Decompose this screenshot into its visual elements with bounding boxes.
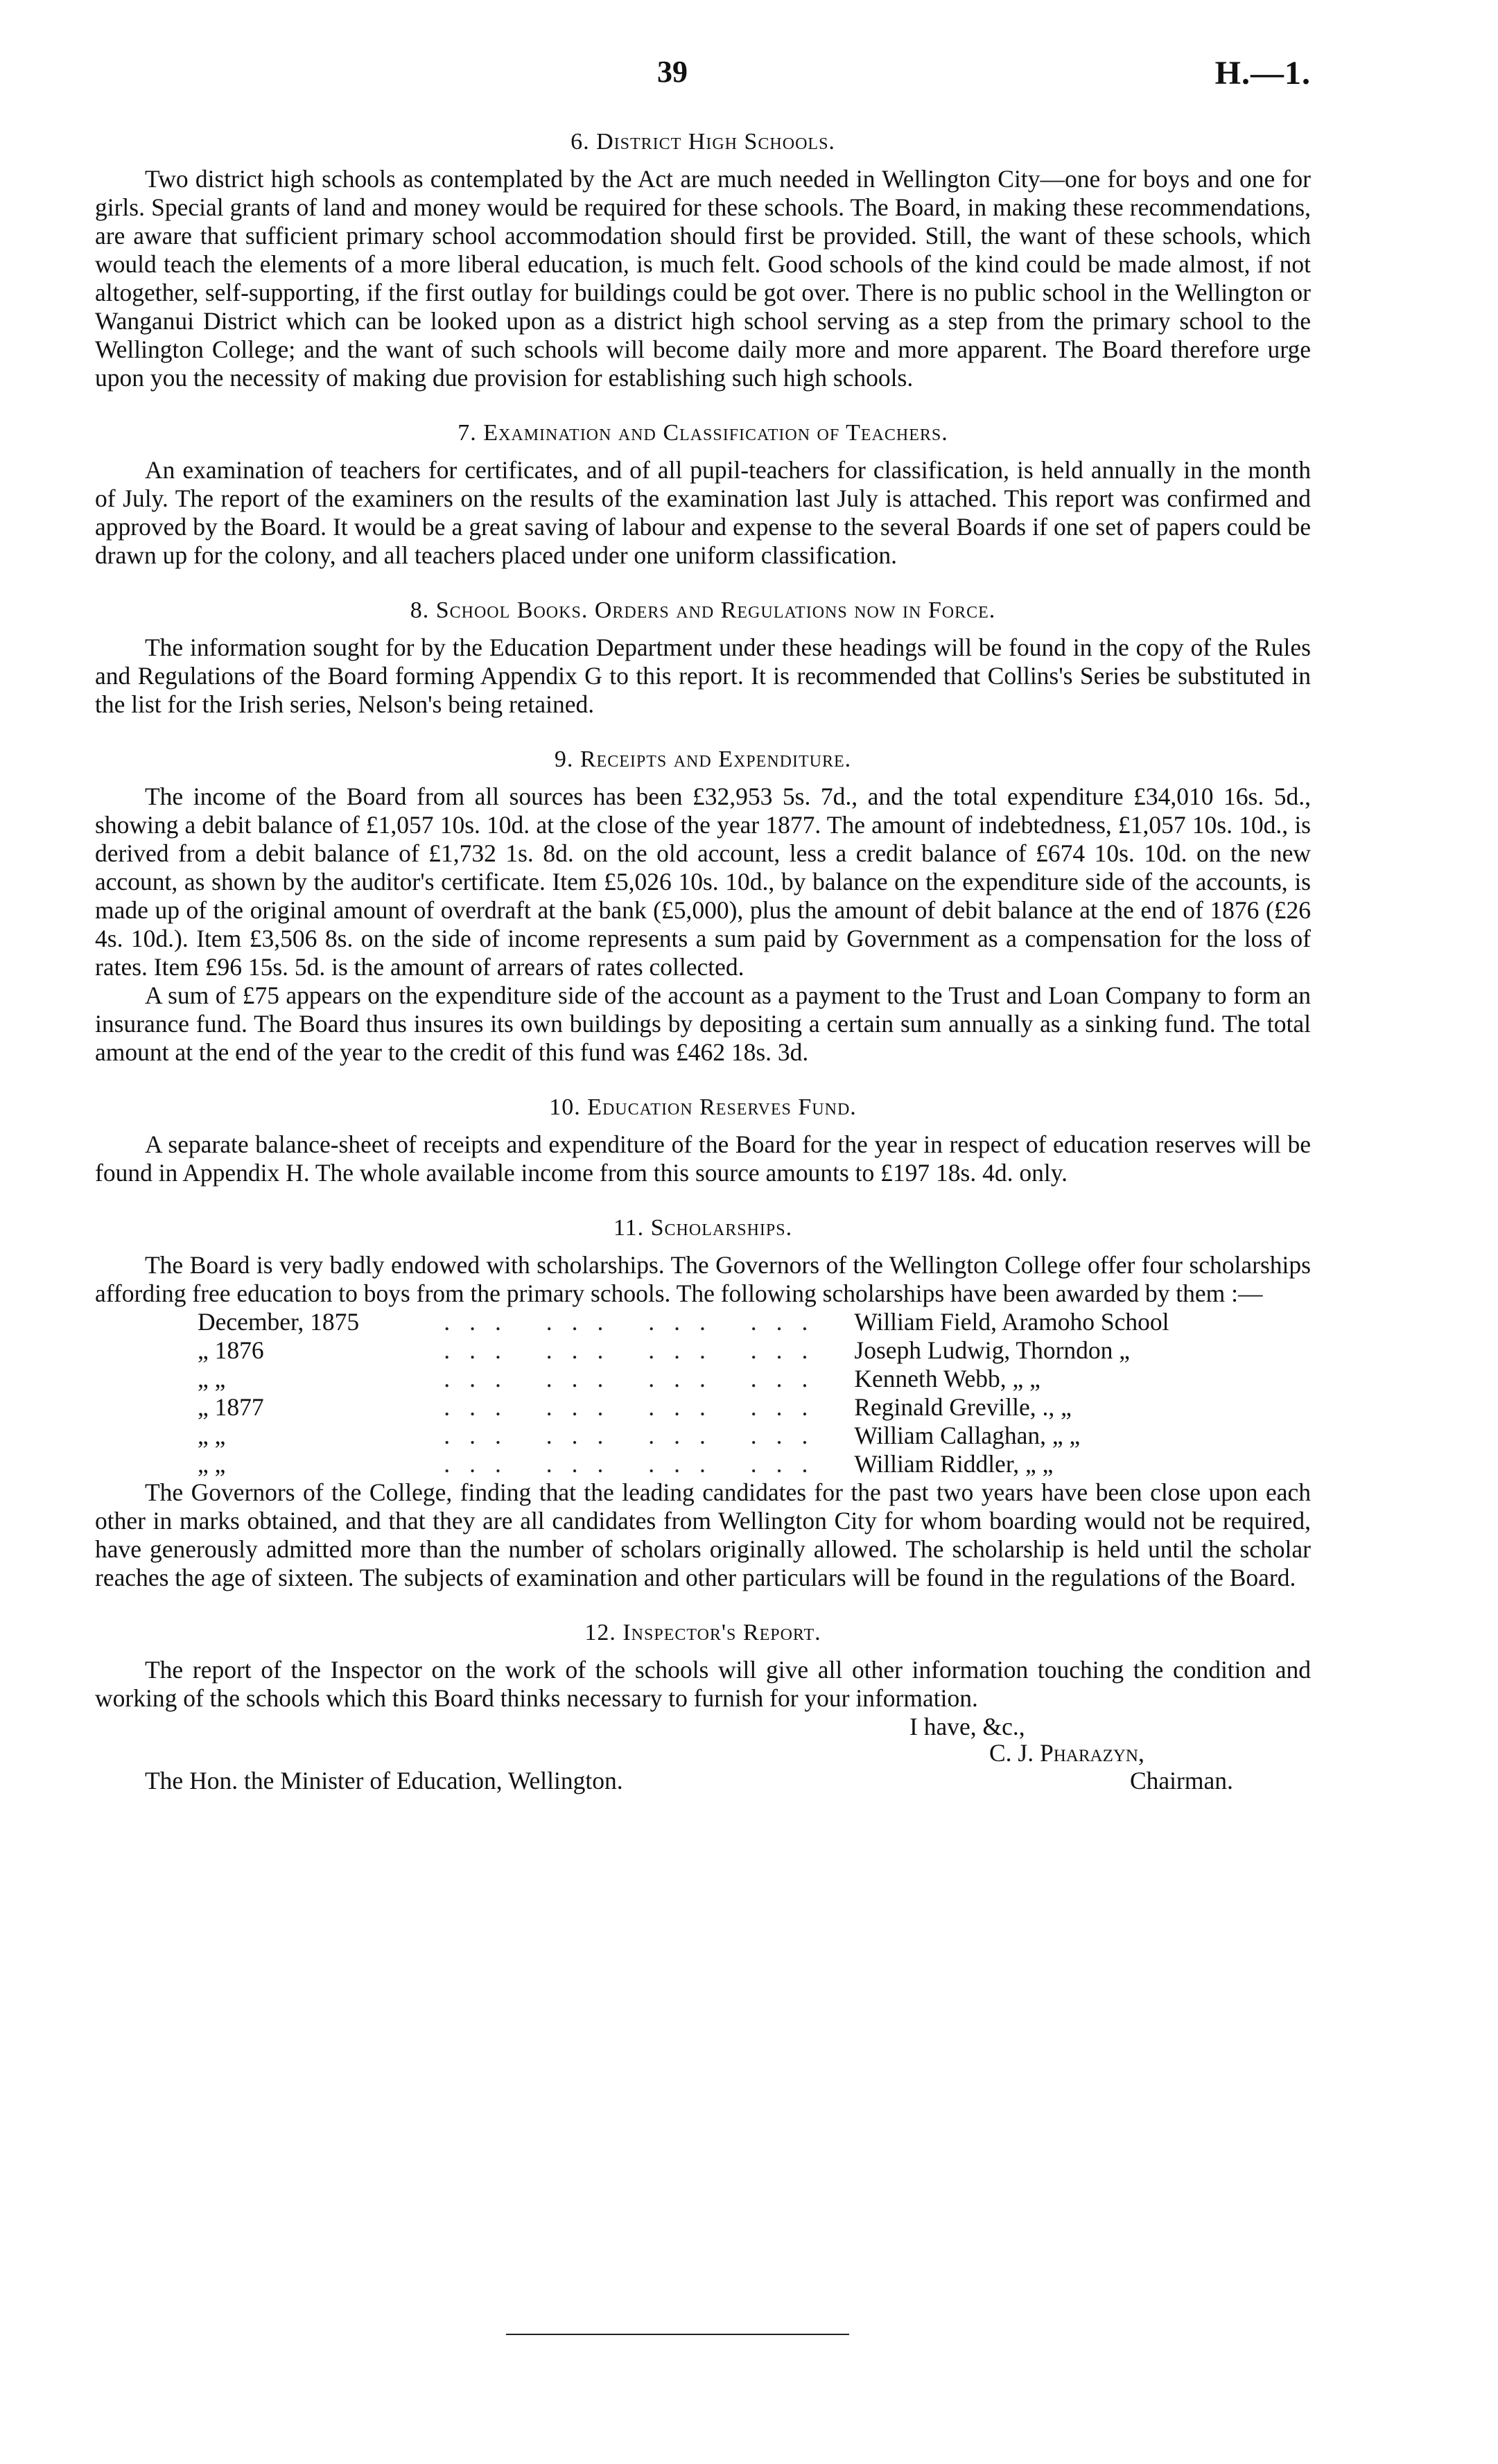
table-row	[95, 1422, 1311, 1450]
section-school-books	[95, 597, 1311, 719]
scholar-name: Reginald Greville, ., „	[854, 1393, 1072, 1421]
section-paragraph: The Governors of the College, finding that the leading candidates for the past two years have been close upon each other in marks obtained, and that they are all candidates from Wellington City for whom boarding would not be required, have generously admitted more than the number of scholars originally allowed. The scholarship is held until the scholar reaches the age of sixteen. The subjects of examination and other particulars will be found in the regulations of the Board.	[95, 1478, 1311, 1591]
section-heading: 8. School Books. Orders and Regulations now in Force.	[410, 597, 996, 623]
table-row	[95, 1450, 1311, 1478]
addressee-line: The Hon. the Minister of Education, Wellington.	[145, 1767, 623, 1794]
table-row	[95, 1308, 1311, 1336]
section-paragraph: Two district high schools as contemplated by the Act are much needed in Wellington City—one for boys and one for girls. Special grants of land and money would be required for these schools. The Board, in making these recommendations, are aware that sufficient primary school accommodation should first be provided. Still, the want of these schools, which would teach the elements of a more liberal education, is much felt. Good schools of the kind could be made almost, if not altogether, self-supporting, if the first outlay for buildings could be got over. There is no public school in the Wellington or Wanganui District which can be looked upon as a district high school serving as a step from the primary school to the Wellington College; and the want of such schools will become daily more and more apparent. The Board therefore urge upon you the necessity of making due provision for establishing such high schools.	[95, 165, 1311, 392]
section-reserves	[95, 1094, 1311, 1187]
section-heading: 12. Inspector's Report.	[584, 1620, 821, 1645]
scholar-name: William Callaghan, „ „	[854, 1422, 1081, 1449]
leader-dots: ... ... ... ...	[444, 1450, 828, 1478]
section-heading: 9. Receipts and Expenditure.	[554, 746, 852, 772]
award-date: „ „	[198, 1365, 226, 1392]
page-header	[0, 54, 1498, 103]
closing-divider	[506, 2334, 849, 2335]
leader-dots: ... ... ... ...	[444, 1336, 828, 1364]
section-receipts	[95, 746, 1311, 1067]
section-scholarships	[95, 1215, 1311, 1592]
award-date: „ „	[198, 1422, 226, 1449]
section-paragraph: The information sought for by the Education Department under these headings will be found in the copy of the Rules and Regulations of the Board forming Appendix G to this report. It is recommended that Collins's Series be substituted in the list for the Irish series, Nelson's being retained.	[95, 634, 1311, 718]
leader-dots: ... ... ... ...	[444, 1422, 828, 1449]
signatory-text: C. J. Pharazyn,	[989, 1739, 1144, 1767]
section-heading: 7. Examination and Classification of Teachers.	[458, 420, 948, 446]
closing-line: I have, &c.,	[909, 1713, 1025, 1740]
award-date: „ 1876	[198, 1336, 264, 1364]
document-reference: H.—1.	[1214, 55, 1311, 91]
table-row	[95, 1393, 1311, 1422]
document-body	[95, 129, 1311, 1837]
section-paragraph: A sum of £75 appears on the expenditure side of the account as a payment to the Trust and Loan Company to form an insurance fund. The Board thus insures its own buildings by depositing a certain sum annually as a sinking fund. The total amount at the end of the year to the credit of this fund was £462 18s. 3d.	[95, 981, 1311, 1066]
award-date: „ „	[198, 1450, 226, 1478]
page-number: 39	[657, 55, 688, 89]
section-inspector	[95, 1620, 1311, 1713]
section-heading: 6. District High Schools.	[571, 129, 835, 155]
section-examination	[95, 420, 1311, 570]
section-district-high-schools	[95, 129, 1311, 392]
section-paragraph: The income of the Board from all sources has been £32,953 5s. 7d., and the total expenditure £34,010 16s. 5d., showing a debit balance of £1,057 10s. 10d. at the close of the year 1877. The amount of indebtedness, £1,057 10s. 10d., is derived from a debit balance of £1,732 1s. 8d. on the old account, less a credit balance of £674 10s. 10d. on the new account, as shown by the auditor's certificate. Item £5,026 10s. 10d., by balance on the expenditure side of the accounts, is made up of the original amount of overdraft at the bank (£5,000), plus the amount of debit balance at the end of 1876 (£26 4s. 10d.). Item £3,506 8s. on the side of income represents a sum paid by Government as a compensation for the loss of rates. Item £96 15s. 5d. is the amount of arrears of rates collected.	[95, 783, 1311, 981]
section-paragraph: The report of the Inspector on the work of the schools will give all other information touching the condition and working of the schools which this Board thinks necessary to furnish for your information.	[95, 1656, 1311, 1712]
table-row	[95, 1336, 1311, 1365]
scholar-name: Kenneth Webb, „ „	[854, 1365, 1040, 1392]
scholarship-list	[95, 1308, 1311, 1478]
leader-dots: ... ... ... ...	[444, 1393, 828, 1421]
section-paragraph: An examination of teachers for certificates, and of all pupil-teachers for classification, is held annually in the month of July. The report of the examiners on the results of the examination last July is attached. This report was confirmed and approved by the Board. It would be a great saving of labour and expense to the several Boards if one set of papers could be drawn up for the colony, and all teachers placed under one uniform classification.	[95, 456, 1311, 569]
section-paragraph: The Board is very badly endowed with scholarships. The Governors of the Wellington College offer four scholarships affording free education to boys from the primary schools. The following scholarships have been awarded by them :—	[95, 1251, 1311, 1307]
section-heading: 11. Scholarships.	[613, 1215, 793, 1241]
leader-dots: ... ... ... ...	[444, 1365, 828, 1392]
scholar-name: William Field, Aramoho School	[854, 1308, 1169, 1336]
section-paragraph: A separate balance-sheet of receipts and expenditure of the Board for the year in respect of education reserves will be found in Appendix H. The whole available income from this source amounts to £197 18s. 4d. only.	[95, 1130, 1311, 1187]
table-row	[95, 1365, 1311, 1393]
award-date: „ 1877	[198, 1393, 264, 1421]
scholar-name: William Riddler, „ „	[854, 1450, 1054, 1478]
signatory-name	[989, 1739, 1144, 1767]
section-heading: 10. Education Reserves Fund.	[549, 1094, 857, 1120]
award-date: December, 1875	[198, 1308, 360, 1336]
signature-block	[95, 1713, 1311, 1837]
leader-dots: ... ... ... ...	[444, 1308, 828, 1336]
scholar-name: Joseph Ludwig, Thorndon „	[854, 1336, 1131, 1364]
signatory-title: Chairman.	[1130, 1767, 1233, 1794]
